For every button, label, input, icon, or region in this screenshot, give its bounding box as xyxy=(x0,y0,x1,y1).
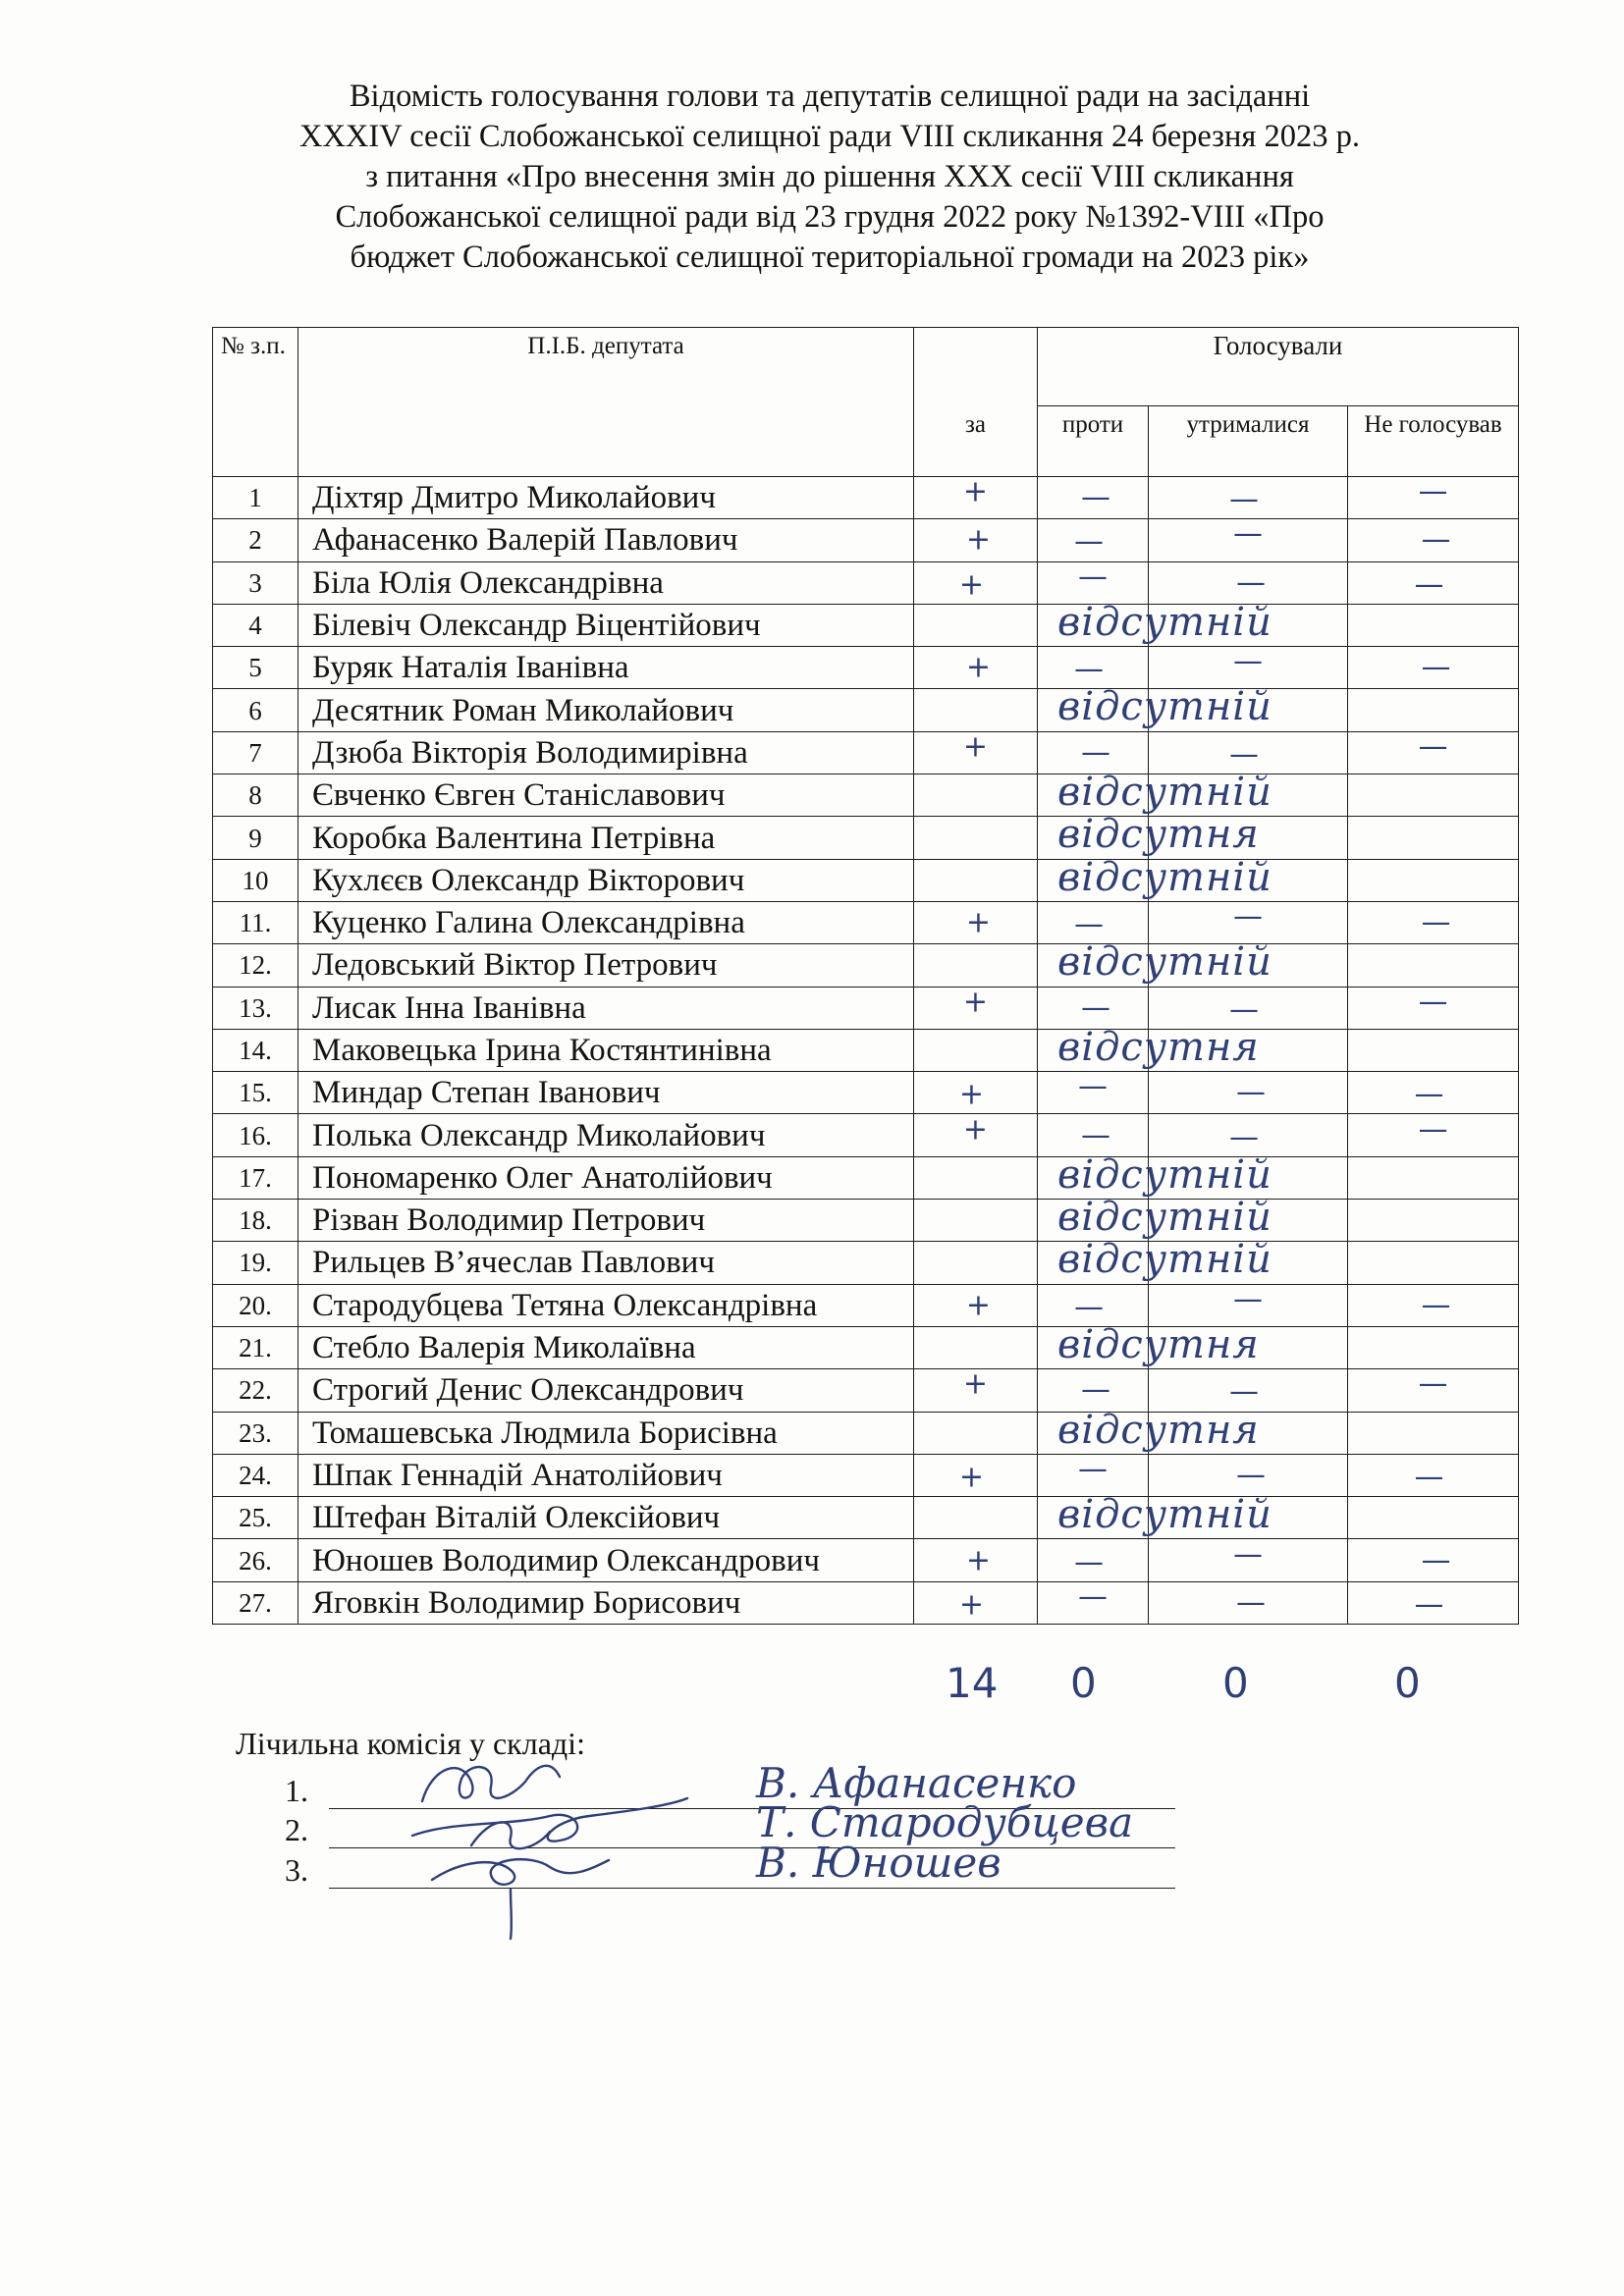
absence-mark: відсутній xyxy=(1057,1195,1272,1241)
member-name: В. Юношев xyxy=(756,1839,1001,1887)
dash-mark: — xyxy=(1414,567,1444,603)
absence-mark: відсутній xyxy=(1057,684,1272,730)
deputy-name: Афанасенко Валерій Павлович xyxy=(298,519,914,561)
dash-mark: — xyxy=(1078,1581,1108,1615)
dash-mark: — xyxy=(1233,901,1263,934)
signature-3 xyxy=(432,1859,609,1939)
dash-mark: — xyxy=(1078,561,1108,595)
total-for: 14 xyxy=(946,1659,999,1707)
absence-mark: відсутній xyxy=(1057,854,1272,900)
dash-mark: — xyxy=(1081,480,1110,515)
deputy-name: Куценко Галина Олександрівна xyxy=(298,901,914,943)
row-number: 17. xyxy=(213,1156,298,1199)
header-not-voted: Не голосував xyxy=(1348,406,1519,477)
signature-1 xyxy=(422,1766,560,1801)
absence-mark: відсутня xyxy=(1057,1407,1260,1453)
dash-mark: — xyxy=(1078,1454,1108,1487)
dash-mark: — xyxy=(1236,1075,1266,1110)
header-number: № з.п. xyxy=(213,328,298,477)
deputy-name: Коробка Валентина Петрівна xyxy=(298,817,914,859)
absence-mark: відсутній xyxy=(1057,1492,1272,1538)
row-number: 7 xyxy=(213,731,298,774)
member-name: В. Афанасенко xyxy=(756,1759,1077,1807)
row-number: 9 xyxy=(213,817,298,859)
row-number: 25. xyxy=(213,1497,298,1539)
row-number: 20. xyxy=(213,1284,298,1326)
row-number: 4 xyxy=(213,604,298,646)
deputy-name: Стебло Валерія Миколаївна xyxy=(298,1326,914,1368)
vote-mark: + xyxy=(962,731,989,765)
dash-mark: — xyxy=(1081,1372,1110,1408)
row-number: 26. xyxy=(213,1539,298,1581)
row-number: 19. xyxy=(213,1242,298,1284)
deputy-name: Миндар Степан Іванович xyxy=(298,1072,914,1114)
dash-mark: — xyxy=(1236,1585,1266,1621)
dash-mark: — xyxy=(1233,1538,1263,1573)
dash-mark: — xyxy=(1081,735,1110,771)
row-number: 14. xyxy=(213,1029,298,1071)
dash-mark: — xyxy=(1421,1288,1451,1323)
dash-mark: — xyxy=(1233,518,1263,552)
vote-mark: + xyxy=(958,567,985,603)
title-line: Слобожанської селищної ради від 23 грудня 2022 року №1392-VIII «Про xyxy=(335,199,1325,235)
dash-mark: — xyxy=(1229,1120,1259,1155)
deputy-name: Білевіч Олександр Віцентійович xyxy=(298,604,914,646)
total-not-voted: 0 xyxy=(1394,1659,1421,1707)
vote-mark: + xyxy=(962,1368,989,1402)
absence-mark: відсутній xyxy=(1057,770,1272,816)
dash-mark: — xyxy=(1418,731,1448,765)
vote-mark: + xyxy=(958,1077,985,1112)
dash-mark: — xyxy=(1074,1545,1104,1580)
dash-mark: — xyxy=(1229,482,1259,517)
row-number: 3 xyxy=(213,561,298,604)
header-voted: Голосували xyxy=(1038,328,1519,406)
vote-mark: + xyxy=(958,1460,985,1495)
row-number: 18. xyxy=(213,1200,298,1242)
deputy-name: Буряк Наталія Іванівна xyxy=(298,647,914,689)
dash-mark: — xyxy=(1236,1458,1266,1493)
member-name: Т. Стародубцева xyxy=(756,1798,1134,1846)
dash-mark: — xyxy=(1421,522,1451,558)
dash-mark: — xyxy=(1421,650,1451,685)
dash-mark: — xyxy=(1421,1543,1451,1578)
deputy-name: Рильцев В’ячеслав Павлович xyxy=(298,1242,914,1284)
row-number: 12. xyxy=(213,944,298,987)
dash-mark: — xyxy=(1233,1284,1263,1317)
total-against: 0 xyxy=(1070,1659,1097,1707)
row-number: 24. xyxy=(213,1454,298,1496)
deputy-name: Євченко Євген Станіславович xyxy=(298,774,914,817)
dash-mark: — xyxy=(1229,737,1259,773)
absence-mark: відсутній xyxy=(1057,939,1272,986)
deputy-name: Біла Юлія Олександрівна xyxy=(298,561,914,604)
dash-mark: — xyxy=(1229,1374,1259,1410)
deputy-name: Кухлєєв Олександр Вікторович xyxy=(298,859,914,901)
row-number: 10 xyxy=(213,859,298,901)
row-number: 2 xyxy=(213,519,298,561)
deputy-name: Полька Олександр Миколайович xyxy=(298,1114,914,1156)
row-number: 15. xyxy=(213,1072,298,1114)
dash-mark: — xyxy=(1236,565,1266,601)
deputy-name: Різван Володимир Петрович xyxy=(298,1200,914,1242)
title-line: Відомість голосування голови та депутатів селищної ради на засіданні xyxy=(349,79,1311,114)
dash-mark: — xyxy=(1074,652,1104,687)
row-number: 27. xyxy=(213,1581,298,1624)
dash-mark: — xyxy=(1074,1290,1104,1325)
header-name: П.І.Б. депутата xyxy=(298,328,914,477)
commission-title: Лічильна комісія у складі: xyxy=(236,1726,585,1761)
vote-mark: + xyxy=(965,1288,992,1323)
deputy-name: Шпак Геннадій Анатолійович xyxy=(298,1454,914,1496)
deputy-name: Ледовський Віктор Петрович xyxy=(298,944,914,987)
member-number: 2. xyxy=(285,1812,308,1847)
dash-mark: — xyxy=(1418,1113,1448,1148)
title-line: бюджет Слобожанської селищної територіальної громади на 2023 рік» xyxy=(350,240,1310,275)
title-line: з питання «Про внесення змін до рішення XXX сесії VIII скликання xyxy=(365,159,1294,194)
absence-mark: відсутній xyxy=(1057,1151,1272,1198)
absence-mark: відсутній xyxy=(1057,1237,1272,1283)
vote-mark: + xyxy=(965,905,992,940)
member-number: 3. xyxy=(285,1852,308,1888)
deputy-name: Діхтяр Дмитро Миколайович xyxy=(298,477,914,519)
dash-mark: — xyxy=(1074,907,1104,942)
row-number: 23. xyxy=(213,1412,298,1454)
deputy-name: Десятник Роман Миколайович xyxy=(298,689,914,731)
dash-mark: — xyxy=(1421,905,1451,940)
member-number: 1. xyxy=(285,1773,308,1808)
row-number: 22. xyxy=(213,1369,298,1412)
deputy-name: Дзюба Вікторія Володимирівна xyxy=(298,731,914,774)
absence-mark: відсутня xyxy=(1057,1024,1260,1070)
deputy-name: Строгий Денис Олександрович xyxy=(298,1369,914,1412)
row-number: 16. xyxy=(213,1114,298,1156)
total-abstained: 0 xyxy=(1222,1659,1249,1707)
vote-mark: + xyxy=(965,1543,992,1578)
dash-mark: — xyxy=(1418,476,1448,509)
vote-mark: + xyxy=(962,476,989,509)
vote-mark: + xyxy=(962,987,989,1020)
absence-mark: відсутня xyxy=(1057,812,1260,858)
dash-mark: — xyxy=(1418,1368,1448,1402)
absence-mark: відсутній xyxy=(1057,599,1272,645)
row-number: 11. xyxy=(213,901,298,943)
row-number: 1 xyxy=(213,477,298,519)
row-number: 21. xyxy=(213,1326,298,1368)
deputy-name: Яговкін Володимир Борисович xyxy=(298,1581,914,1624)
vote-mark: + xyxy=(965,522,992,558)
dash-mark: — xyxy=(1414,1077,1444,1112)
vote-mark: + xyxy=(958,1587,985,1623)
deputy-name: Лисак Інна Іванівна xyxy=(298,987,914,1029)
dash-mark: — xyxy=(1081,990,1110,1026)
dash-mark: — xyxy=(1414,1587,1444,1623)
vote-mark: + xyxy=(962,1113,989,1148)
dash-mark: — xyxy=(1081,1118,1110,1153)
deputy-name: Юношев Володимир Олександрович xyxy=(298,1539,914,1581)
header-abstained: утрималися xyxy=(1149,406,1348,477)
dash-mark: — xyxy=(1229,992,1259,1028)
deputy-name: Пономаренко Олег Анатолійович xyxy=(298,1156,914,1199)
deputy-name: Томашевська Людмила Борисівна xyxy=(298,1412,914,1454)
row-number: 8 xyxy=(213,774,298,817)
vote-mark: + xyxy=(965,650,992,685)
dash-mark: — xyxy=(1233,646,1263,679)
header-against: проти xyxy=(1038,406,1149,477)
row-number: 5 xyxy=(213,647,298,689)
dash-mark: — xyxy=(1074,524,1104,560)
deputy-name: Маковецька Ірина Костянтинівна xyxy=(298,1029,914,1071)
signature-2 xyxy=(412,1798,687,1848)
row-number: 6 xyxy=(213,689,298,731)
row-number: 13. xyxy=(213,987,298,1029)
dash-mark: — xyxy=(1078,1071,1108,1104)
deputy-name: Штефан Віталій Олексійович xyxy=(298,1497,914,1539)
dash-mark: — xyxy=(1414,1460,1444,1495)
header-for: за xyxy=(914,406,1038,477)
absence-mark: відсутня xyxy=(1057,1321,1260,1367)
deputy-name: Стародубцева Тетяна Олександрівна xyxy=(298,1284,914,1326)
title-line: XXXIV сесії Слобожанської селищної ради VIII скликання 24 березня 2023 р. xyxy=(298,119,1360,154)
dash-mark: — xyxy=(1418,987,1448,1020)
